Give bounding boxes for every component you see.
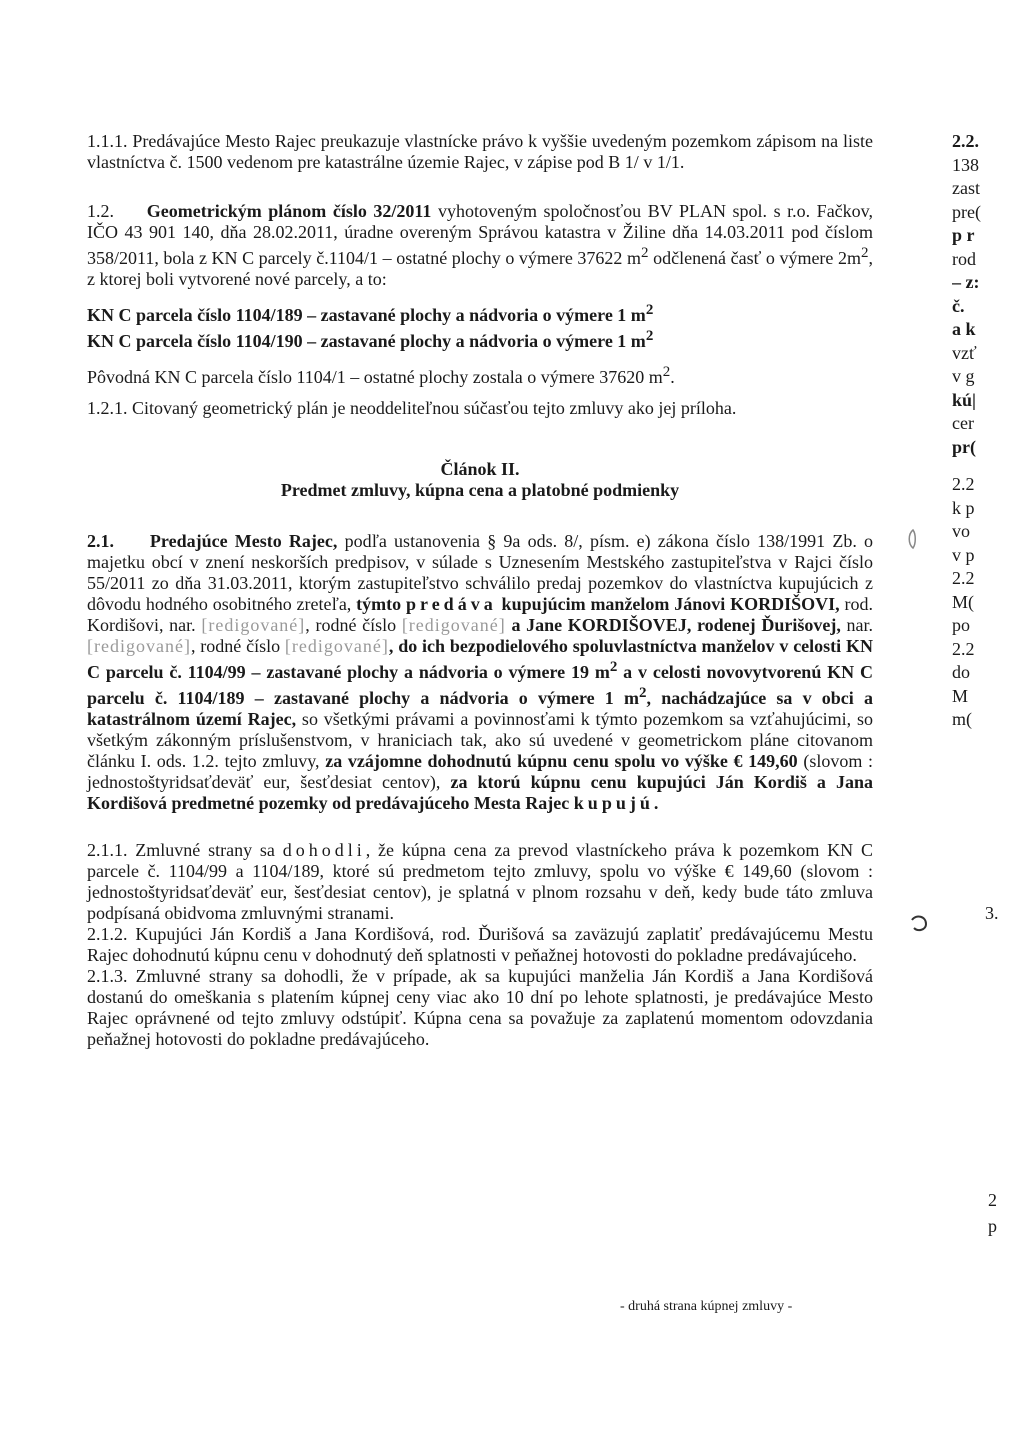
purchase-clause: za ktorú kúpnu cenu kupujúci Ján Kordiš a Jana Kordišová predmetné pozemky od predávajúceho Mesta Rajec [87,772,873,813]
adjacent-line: zast [952,178,980,198]
adjacent-line: – z: [952,272,980,292]
parcel-line-2 [87,326,873,352]
adjacent-line: 3. [985,903,999,923]
paragraph-text: odčlenená časť o výmere 2m [648,248,861,268]
paragraph-text: nar. [840,615,873,635]
adjacent-line: 2.2 [952,474,975,494]
superscript: 2 [861,245,869,261]
adjacent-line: p [988,1216,997,1236]
punch-hole-mark [905,528,919,550]
paragraph-2-1-3: 2.1.3. Zmluvné strany sa dohodli, že v prípade, ak sa kupujúci manželia Ján Kordiš a Jana Kordišová dostanú do omeškania s platením kúpnej ceny viac ako 10 dní po lehote splatnosti, je predávajúce Mesto Rajec oprávnené od tejto zmluvy odstúpiť. Kúpna cena sa považuje za zaplatenú momentom odovzdania peňažnej hotovosti do pokladne predávajúceho. [87,966,873,1049]
spaced-verb: dohodli [282,840,366,860]
location: , nachádzajúce sa v obci a katastrálnom území Rajec, [87,688,873,729]
adjacent-line: k p [952,497,975,518]
paragraph-1-1-1: 1.1.1. Predávajúce Mesto Rajec preukazuje vlastnícke právo k vyššie uvedeným pozemkom zápisom na liste vlastníctva č. 1500 vedenom pre katastrálne územie Rajec, v zápise pod B 1/ v 1/1. [87,131,873,172]
adjacent-line: v p [952,544,975,565]
paragraph-1-2 [87,201,873,290]
section-number: 1.2. [87,201,114,221]
adjacent-line: v g [952,366,975,386]
superscript: 2 [639,685,647,701]
adjacent-line: vo [952,521,970,541]
page-footer: - druhá strana kúpnej zmluvy - [620,1299,793,1314]
article-subtitle: Predmet zmluvy, kúpna cena a platobné podmienky [280,480,680,500]
paragraph-text: Pôvodná KN C parcela číslo 1104/1 – ostatné plochy zostala o výmere 37620 m [87,367,663,387]
buyer-name-1: kupujúcim manželom Jánovi KORDIŠOVI, [496,594,840,614]
buyer-name-2: a Jane KORDIŠOVEJ, rodenej Ďurišovej, [505,615,841,635]
adjacent-line: pre( [952,201,981,222]
seller-name: Predajúce Mesto Rajec, [149,531,338,551]
superscript: 2 [641,245,649,261]
paragraph-text: vyhotoveným spoločnosťou BV PLAN spol. s r.o. Fačkov, IČO 43 901 140, dňa 28.02.2011, úradne overeným Správou katastra v Žiline dňa 14.03.2011 pod číslom 358/2011, bola z KN C parcely č.1104/1 – ostatné plochy o výmere 37622 m [87,201,874,268]
adjacent-line: rod [952,248,976,269]
adjacent-line: M [952,685,969,706]
paragraph-text: so všetkými právami a povinnosťami k týmto pozemkom sa vzťahujúcimi, so všetkým zákonným príslušenstvom, v hraniciach tak, ako sú uvedené v geometrickom pláne citovanom článku I. ods. 1.2. tejto zmluvy, [87,709,873,771]
paragraph-2-1-2: 2.1.2. Kupujúci Ján Kordiš a Jana Kordišová, rod. Ďurišová sa zaväzujú zaplatiť predávajúcemu Mestu Rajec dohodnutú kúpnu cenu v dohodnutý deň splatnosti v peňažnej hotovosti do pokladne predávajúceho. [87,924,873,965]
paragraph-text: (slovom : jednostoštyridsaťdeväť eur, šesťdesiat centov), [87,751,873,792]
parcel-description: a v celosti novovytvorenú KN C parcelu č. 1104/189 – zastavané plochy a nádvoria o výmere 1 m [87,662,873,708]
paragraph-text: , že kúpna cena za prevod vlastníckeho práva k pozemkom KN C parcele č. 1104/99 a 1104/189, ktoré sú predmetom tejto zmluvy, spolu vo výške € 149,60 (slovom : jednostoštyridsaťdeväť eur, šesťdesiat centov), je splatná v plnom rozsahu v deň, kedy bude táto zmluva podpísaná obidvoma zmluvnými stranami. [87,840,873,923]
adjacent-line: po [952,615,970,635]
superscript: 2 [662,364,671,380]
adjacent-line: vzť [952,342,977,363]
superscript: 2 [645,302,654,318]
parcel-text: KN C parcela číslo 1104/189 – zastavané plochy a nádvoria o výmere 1 m [87,305,646,325]
paragraph-2-1 [87,531,873,814]
adjacent-line: p r [952,225,975,245]
article-title: Článok II. [440,459,520,479]
adjacent-line: do [952,662,970,682]
parcel-description: , do ich bezpodielového spoluvlastníctva manželov v celosti KN C parcelu č. 1104/99 – zastavané plochy a nádvoria o výmere 19 m [87,636,873,682]
superscript: 2 [645,328,654,344]
paragraph-text: podľa ustanovenia § 9a ods. 8/, písm. e) zákona číslo 138/1991 Zb. o majetku obcí v znení neskorších predpisov, v súlade s Uznesením Mestského zastupiteľstva v Rajci číslo 55/2011 zo dňa 31.03.2011, ktorým zastupiteľstvo schválilo predaj pozemkov do vlastníctva kupujúcich z dôvodu hodného osobitného zreteľa, [87,531,873,614]
redacted-id-1: [redigované] [401,615,506,635]
paragraph-text: 2.1.1. Zmluvné strany sa [87,840,283,860]
adjacent-line: kú| [952,389,976,410]
punch-hole-mark [908,912,930,934]
paragraph-text: , rodné číslo [305,615,402,635]
paragraph-text: , z ktorej boli vytvorené nové parcely, a to: [87,248,873,289]
paragraph-text: , rodné číslo [190,636,285,656]
adjacent-line: pr( [952,436,976,457]
geometric-plan-ref: Geometrickým plánom číslo 32/2011 [146,201,432,221]
superscript: 2 [609,659,618,675]
adjacent-line: cer [952,413,974,433]
paragraph-2-1-1 [87,840,873,924]
spaced-verb: predáva [406,594,497,614]
adjacent-line: 2.2. [952,131,979,151]
parcel-text: KN C parcela číslo 1104/190 – zastavané plochy a nádvoria o výmere 1 m [87,331,646,351]
adjacent-line: 2.2 [952,638,975,659]
redacted-birthdate-1: [redigované] [201,615,306,635]
adjacent-line: a k [952,319,976,339]
section-number: 2.1. [87,531,114,551]
adjacent-line: 2 [988,1190,997,1210]
adjacent-line: m( [952,709,972,729]
punctuation: . [653,793,659,813]
paragraph-1-2-1: 1.2.1. Citovaný geometrický plán je neoddeliteľnou súčasťou tejto zmluvy ako jej príloha. [87,398,737,418]
emphasis: týmto [356,594,402,614]
adjacent-line: 2.2 [952,568,975,588]
redacted-birthdate-2: [redigované] [87,636,191,656]
parcel-line-1 [87,300,873,326]
redacted-id-2: [redigované] [284,636,389,656]
price: za vzájomne dohodnutú kúpnu cenu spolu vo výške € 149,60 [325,751,798,771]
main-text-column [87,131,873,1050]
adjacent-line: M( [952,591,974,612]
adjacent-line: č. [952,295,965,316]
adjacent-line: 138 [952,154,979,175]
punctuation: . [670,367,675,387]
paragraph-text: rod. Kordišovi, nar. [87,594,874,635]
spaced-verb: kupujú [573,793,654,813]
adjacent-page-column [952,131,1024,733]
original-parcel-line [87,362,873,388]
